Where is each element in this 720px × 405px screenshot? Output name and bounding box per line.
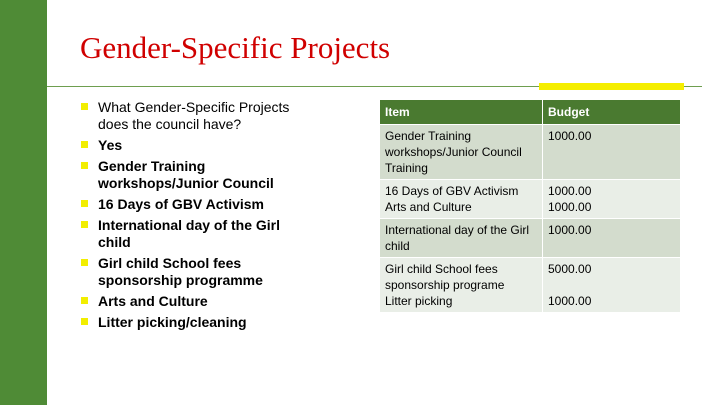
bullet-item	[80, 314, 300, 331]
table-row	[380, 219, 681, 258]
bullet-square-icon	[81, 200, 88, 207]
table-row	[380, 180, 681, 219]
column-header-budget: Budget	[543, 100, 681, 125]
budget-table	[379, 99, 681, 313]
budget-line: 1000.00	[548, 223, 592, 237]
table-row	[380, 258, 681, 313]
item-cell	[380, 258, 543, 313]
bullet-text: International day of the Girl child	[98, 217, 281, 250]
yellow-accent-bar	[539, 83, 684, 90]
bullet-square-icon	[81, 141, 88, 148]
bullet-square-icon	[81, 318, 88, 325]
bullet-text: Yes	[98, 137, 123, 153]
bullet-text: 16 Days of GBV Activism	[98, 196, 264, 212]
bullet-item	[80, 293, 300, 310]
table-header-row	[380, 100, 681, 125]
budget-line: 1000.00	[548, 294, 592, 308]
bullet-item	[80, 217, 300, 251]
bullet-text: Litter picking/cleaning	[98, 314, 247, 330]
item-cell	[380, 125, 543, 180]
item-line: Litter picking	[385, 294, 453, 308]
budget-cell	[543, 125, 681, 180]
budget-line: 5000.00	[548, 262, 592, 276]
bullet-text: Arts and Culture	[98, 293, 208, 309]
bullet-item	[80, 196, 300, 213]
bullet-item	[80, 158, 300, 192]
budget-cell	[543, 258, 681, 313]
item-cell	[380, 180, 543, 219]
item-line: International day of the Girl child	[385, 223, 530, 253]
bullet-square-icon	[81, 103, 88, 110]
budget-line: 1000.00	[548, 184, 592, 198]
bullet-square-icon	[81, 162, 88, 169]
item-line: Arts and Culture	[385, 200, 472, 214]
bullet-item	[80, 99, 300, 133]
item-line: 16 Days of GBV Activism	[385, 184, 519, 198]
left-accent-bar	[0, 0, 47, 405]
bullet-square-icon	[81, 259, 88, 266]
item-line: Girl child School fees sponsorship programe	[385, 262, 505, 292]
bullet-text: What Gender-Specific Projects does the council have?	[98, 99, 290, 132]
bullet-text: Girl child School fees sponsorship programme	[98, 255, 263, 288]
bullet-item	[80, 137, 300, 154]
bullet-text: Gender Training workshops/Junior Council	[98, 158, 274, 191]
bullet-square-icon	[81, 297, 88, 304]
slide-title: Gender-Specific Projects	[80, 30, 391, 65]
column-header-item: Item	[380, 100, 543, 125]
bullet-item	[80, 255, 300, 289]
budget-line: 1000.00	[548, 200, 592, 214]
item-cell	[380, 219, 543, 258]
table-row	[380, 125, 681, 180]
budget-cell	[543, 219, 681, 258]
bullet-square-icon	[81, 221, 88, 228]
budget-cell	[543, 180, 681, 219]
budget-line: 1000.00	[548, 129, 592, 143]
item-line: Gender Training workshops/Junior Council Training	[385, 129, 522, 175]
bullet-list	[80, 99, 300, 335]
